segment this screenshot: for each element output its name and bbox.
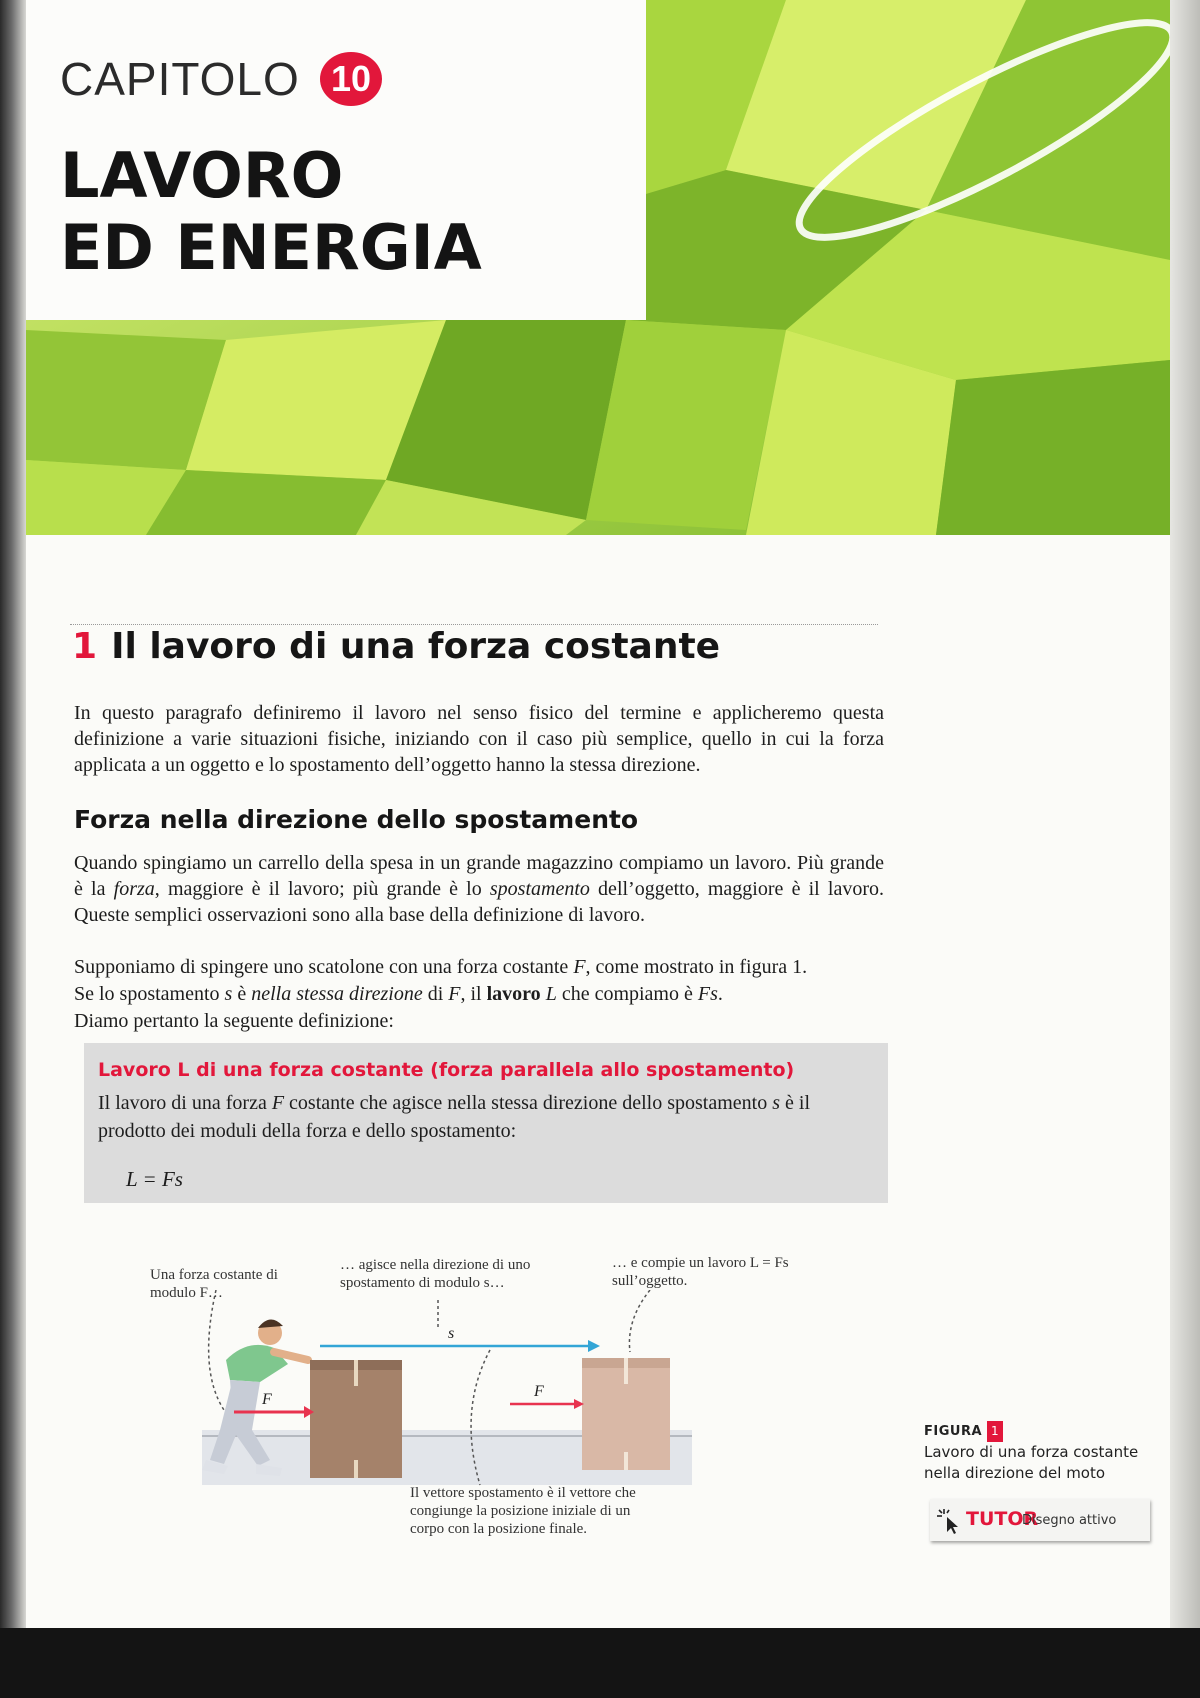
section-number: 1: [72, 626, 98, 667]
figure-note-direction: … agisce nella direzione di uno spostamento di modulo s…: [340, 1257, 531, 1291]
chapter-label: CAPITOLO: [60, 53, 300, 105]
symbol-L: L: [545, 983, 557, 1005]
text-run: , il: [460, 983, 487, 1005]
definition-title: Lavoro L di una forza costante (forza parallela allo spostamento): [98, 1059, 795, 1081]
text-run: , come mostrato in figura 1.: [585, 956, 808, 978]
text-run: Quando spingiamo un carrello della spesa in un grande magazzino compiamo un lavoro. Più grande è la: [74, 852, 884, 900]
text-run: , maggiore è il lavoro; più grande è lo: [154, 878, 490, 900]
chapter-title: [60, 140, 482, 284]
figure-caption: [924, 1420, 1138, 1484]
text-run: costante che agisce nella stessa direzione dello spostamento: [284, 1092, 773, 1114]
figure-note-vector: Il vettore spostamento è il vettore che congiunge la posizione iniziale di un corpo con la posizione finale.: [410, 1485, 636, 1537]
subsection-title: Forza nella direzione dello spostamento: [74, 805, 639, 834]
book-spine-shadow: [0, 0, 26, 1628]
chapter-title-line1: LAVORO: [60, 139, 344, 212]
text-run: Se lo spostamento: [74, 983, 225, 1005]
box-final: [582, 1358, 670, 1470]
line-definition-intro: Diamo pertanto la seguente definizione:: [74, 1010, 394, 1032]
scan-bottom-band: [0, 1628, 1200, 1698]
line-displacement: Se lo spostamento s è nella stessa direzione di F, il lavoro L che compiamo è Fs.: [74, 983, 723, 1005]
figure-note-work: … e compie un lavoro L = Fs sull’oggetto.: [612, 1255, 789, 1289]
caption-line1: Lavoro di una forza costante: [924, 1443, 1139, 1461]
bold-lavoro: lavoro: [486, 983, 541, 1005]
vector-F: F: [448, 983, 461, 1005]
tutor-button[interactable]: [930, 1499, 1150, 1541]
text-run: Supponiamo di spingere uno scatolone con una forza costante: [74, 956, 574, 978]
text-run: di: [422, 983, 449, 1005]
figure-note-force: Una forza costante di modulo F…: [150, 1267, 278, 1301]
tutor-label: TUTOR: [966, 1508, 1039, 1530]
vector-F: F: [573, 956, 586, 978]
subsection-paragraph: [74, 850, 884, 928]
caption-number: 1: [987, 1421, 1003, 1442]
force-label-initial: F: [262, 1391, 272, 1408]
chapter-hero: [26, 0, 1170, 535]
text-run: dell’oggetto, maggiore è il lavoro. Queste semplici osservazioni sono alla base della definizione di lavoro.: [74, 878, 884, 926]
emphasis-stessa-direzione: nella stessa direzione: [251, 983, 423, 1005]
definition-formula: L = Fs: [126, 1167, 183, 1191]
chapter-title-box: [26, 0, 646, 320]
symbol-Fs: Fs: [697, 983, 718, 1005]
page-edge: [1170, 0, 1200, 1628]
definition-text: [98, 1089, 868, 1145]
text-run: Il lavoro di una forza: [98, 1092, 272, 1114]
vector-F: F: [271, 1092, 285, 1114]
emphasis-spostamento: spostamento: [489, 878, 590, 900]
vector-s: s: [772, 1092, 781, 1114]
leader-force: [209, 1290, 224, 1410]
caption-line2: nella direzione del moto: [924, 1464, 1106, 1482]
text-run: è: [232, 983, 252, 1005]
definition-box: [84, 1043, 888, 1203]
tutor-sublabel: Disegno attivo: [1022, 1513, 1117, 1528]
cursor-click-icon: [936, 1507, 964, 1535]
subsection-paragraph-2: [74, 954, 884, 1035]
figure-caption-label: [924, 1420, 1138, 1442]
section-heading: [72, 626, 720, 667]
text-run: che compiamo è: [556, 983, 698, 1005]
section-title: Il lavoro di una forza costante: [111, 626, 721, 667]
chapter-title-line2: ED ENERGIA: [60, 211, 482, 284]
section-intro: In questo paragrafo definiremo il lavoro nel senso fisico del termine e applicheremo questa definizione a varie situazioni fisiche, iniziando con il caso più semplice, quello in cui la forza applicata a un oggetto e lo spostamento dell’oggetto hanno la stessa direzione.: [74, 702, 884, 776]
figure-illustration: [190, 1290, 710, 1510]
chapter-number-badge: 10: [320, 52, 382, 106]
force-label-final: F: [534, 1383, 544, 1400]
vector-s: s: [224, 983, 233, 1005]
displacement-label: s: [448, 1325, 455, 1342]
leader-work: [629, 1290, 650, 1352]
line-force: [74, 954, 884, 981]
section-divider: [70, 624, 878, 625]
caption-label: FIGURA: [924, 1424, 983, 1439]
text-run: è il prodotto dei moduli della forza e dello spostamento:: [98, 1092, 811, 1142]
emphasis-forza: forza: [113, 878, 155, 900]
box-initial: [310, 1360, 402, 1478]
